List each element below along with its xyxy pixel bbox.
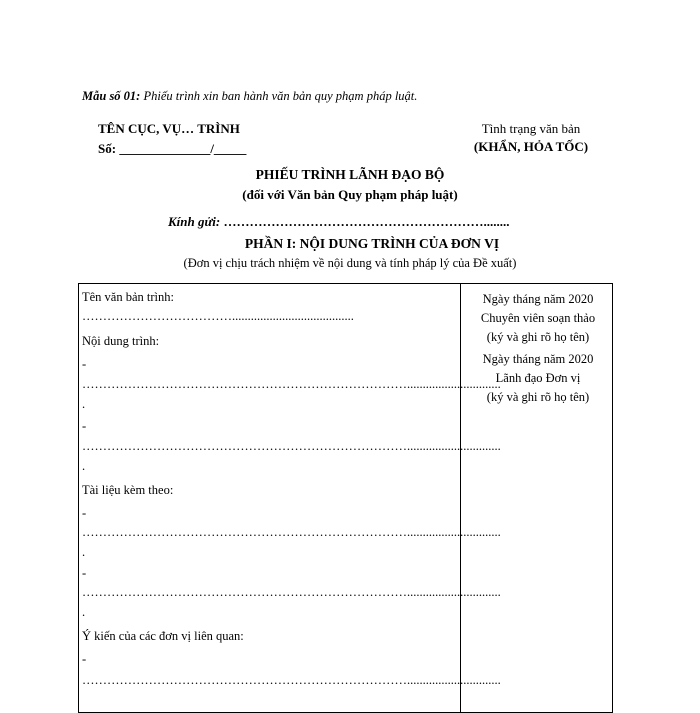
- drafter-sign-note: (ký và ghi rõ họ tên): [486, 330, 590, 344]
- form-description: Phiếu trình xin ban hành văn bản quy phạm pháp luật.: [140, 89, 418, 103]
- attachments-dotted-line-1: ……………………………………………………………………..............................: [82, 525, 501, 539]
- agency-name: TÊN CỤC, VỤ… TRÌNH: [98, 121, 240, 136]
- document-status-label: Tình trạng văn bản: [481, 121, 581, 136]
- part-note: (Đơn vị chịu trách nhiệm về nội dung và tính pháp lý của Đề xuất): [183, 256, 517, 270]
- doc-name-dots: ……………………………….......................................: [82, 309, 354, 323]
- drafter-signature-block: [462, 290, 614, 347]
- submission-table: [78, 283, 613, 713]
- opinions-dotted-line-1: ……………………………………………………………………..............................: [82, 673, 501, 687]
- recipient-line: [168, 214, 509, 230]
- attachments-dot-1: .: [82, 545, 86, 559]
- column-divider: [460, 284, 461, 712]
- document-title: PHIẾU TRÌNH LÃNH ĐẠO BỘ: [255, 167, 445, 182]
- number-blank: ______________/_____: [116, 141, 247, 156]
- content-label: Nội dung trình:: [82, 334, 160, 348]
- leader-signature-block: [462, 350, 614, 407]
- drafter-date: Ngày tháng năm 2020: [482, 292, 594, 306]
- doc-name-label: Tên văn bản trình:: [82, 290, 174, 304]
- document-status-value: (KHẨN, HỎA TỐC): [473, 139, 589, 154]
- content-dot-2: .: [82, 459, 86, 473]
- attachments-label: Tài liệu kèm theo:: [82, 483, 174, 497]
- recipient-dots: ……………………………………………………........: [220, 214, 510, 229]
- drafter-role: Chuyên viên soạn thảo: [480, 311, 596, 325]
- recipient-label: Kính gửi:: [168, 214, 221, 229]
- leader-date: Ngày tháng năm 2020: [482, 352, 594, 366]
- content-dash-1: -: [82, 357, 87, 371]
- document-number: [98, 141, 246, 157]
- leader-sign-note: (ký và ghi rõ họ tên): [486, 390, 590, 404]
- attachments-dash-1: -: [82, 506, 87, 520]
- content-dotted-line-2: ……………………………………………………………………..............................: [82, 439, 501, 453]
- opinions-dash-1: -: [82, 652, 87, 666]
- number-label: Số:: [98, 141, 117, 156]
- part-title: PHẦN I: NỘI DUNG TRÌNH CỦA ĐƠN VỊ: [244, 236, 500, 251]
- form-label: [82, 89, 417, 104]
- content-dotted-line-1: ……………………………………………………………………..............................: [82, 377, 501, 391]
- attachments-dotted-line-2: ……………………………………………………………………..............................: [82, 585, 501, 599]
- document-subtitle: (đối với Văn bản Quy phạm pháp luật): [242, 187, 458, 202]
- leader-role: Lãnh đạo Đơn vị: [495, 371, 581, 385]
- form-number: Mẫu số 01:: [82, 89, 141, 103]
- attachments-dot-2: .: [82, 605, 86, 619]
- content-dash-2: -: [82, 419, 87, 433]
- content-dot-1: .: [82, 397, 86, 411]
- attachments-dash-2: -: [82, 566, 87, 580]
- opinions-label: Ý kiến của các đơn vị liên quan:: [82, 629, 244, 643]
